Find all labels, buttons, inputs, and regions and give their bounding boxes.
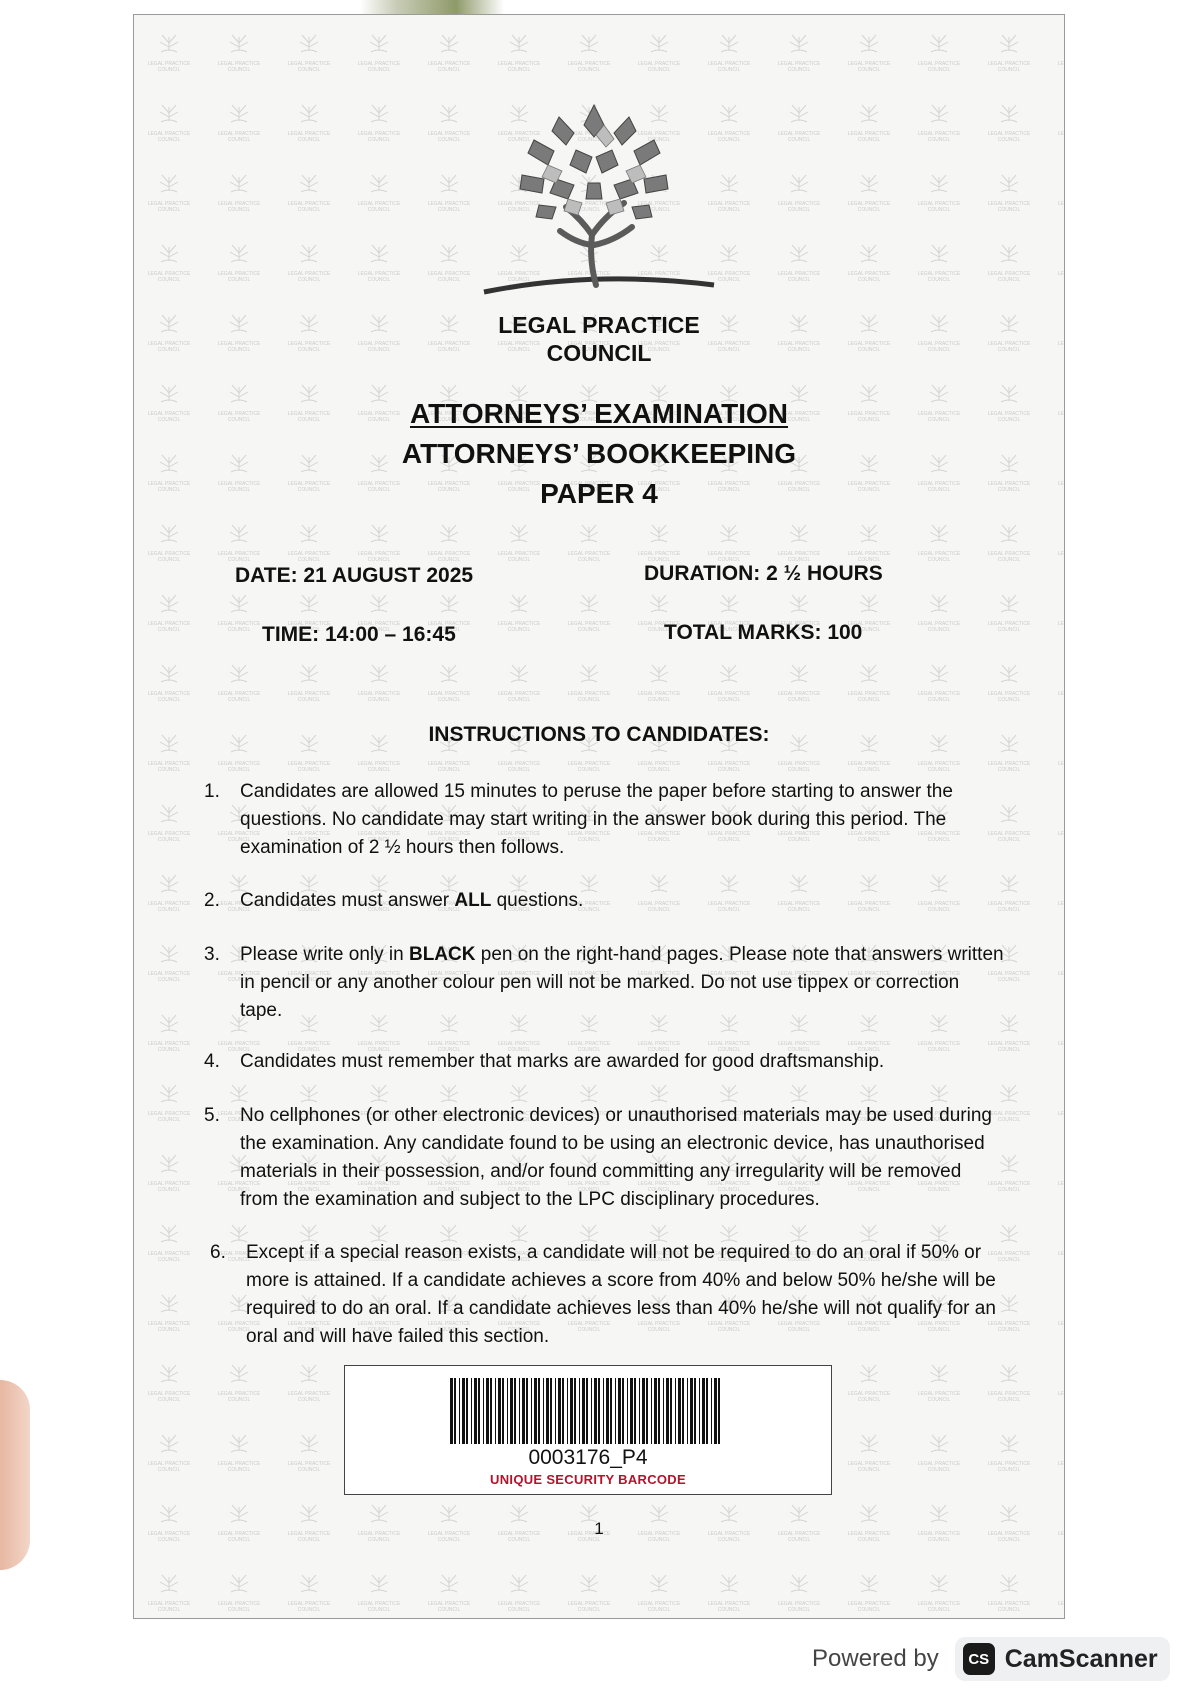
barcode-bar	[510, 1378, 513, 1444]
barcode-bar	[678, 1378, 681, 1444]
barcode-bar	[502, 1378, 504, 1444]
barcode-bar	[534, 1378, 537, 1444]
camscanner-badge	[955, 1637, 1170, 1681]
exam-total-marks: TOTAL MARKS: 100	[664, 621, 863, 644]
barcode-bar	[486, 1378, 489, 1444]
barcode-bar	[642, 1378, 645, 1444]
barcode-bar	[498, 1378, 501, 1444]
barcode-bar	[507, 1378, 508, 1444]
instruction-item	[204, 1048, 1004, 1076]
barcode-bar	[579, 1378, 580, 1444]
barcode-bar	[594, 1378, 597, 1444]
barcode-bar	[483, 1378, 484, 1444]
barcode-label: UNIQUE SECURITY BARCODE	[490, 1472, 686, 1487]
exam-title: ATTORNEYS’ EXAMINATION	[409, 398, 789, 429]
barcode-bar	[706, 1378, 708, 1444]
instruction-number: 1.	[204, 781, 220, 802]
emphasis: ALL	[454, 890, 492, 911]
security-barcode-box	[344, 1365, 832, 1495]
barcode-bar	[622, 1378, 624, 1444]
barcode-graphic	[450, 1378, 722, 1444]
barcode-bar	[462, 1378, 465, 1444]
barcode-bar	[558, 1378, 561, 1444]
exam-time: TIME: 14:00 – 16:45	[262, 623, 456, 646]
barcode-bar	[591, 1378, 592, 1444]
barcode-bar	[627, 1378, 628, 1444]
org-name-line1: LEGAL PRACTICE	[498, 312, 700, 338]
barcode-bar	[555, 1378, 556, 1444]
instruction-item	[204, 778, 1004, 862]
barcode-bar	[567, 1378, 568, 1444]
lpc-tree-logo	[464, 95, 724, 310]
barcode-bar	[654, 1378, 657, 1444]
barcode-bar	[562, 1378, 564, 1444]
instruction-number: 6.	[210, 1242, 226, 1263]
instruction-number: 4.	[204, 1051, 220, 1072]
barcode-bar	[630, 1378, 633, 1444]
instruction-text: Candidates are allowed 15 minutes to peruse the paper before starting to answer the questions. No candidate may start writing in the answer book during this period. The examination of 2 ½ hours then follows.	[240, 781, 953, 858]
scan-top-edge	[0, 0, 1200, 14]
barcode-bar	[519, 1378, 520, 1444]
emphasis: BLACK	[408, 944, 476, 965]
exam-subject: ATTORNEYS’ BOOKKEEPING	[401, 438, 797, 469]
barcode-bar	[550, 1378, 552, 1444]
barcode-bar	[658, 1378, 660, 1444]
instructions-heading: INSTRUCTIONS TO CANDIDATES:	[428, 723, 770, 746]
barcode-bar	[618, 1378, 621, 1444]
barcode-bar	[582, 1378, 585, 1444]
barcode-bar	[687, 1378, 688, 1444]
barcode-bar	[514, 1378, 516, 1444]
barcode-bar	[531, 1378, 532, 1444]
barcode-bar	[646, 1378, 648, 1444]
camscanner-watermark	[812, 1634, 1170, 1684]
instruction-number: 3.	[204, 944, 220, 965]
barcode-bar	[474, 1378, 477, 1444]
instruction-number: 5.	[204, 1105, 220, 1126]
barcode-bar	[459, 1378, 460, 1444]
barcode-bar	[699, 1378, 700, 1444]
instruction-item	[204, 1102, 1004, 1214]
barcode-bar	[522, 1378, 525, 1444]
powered-by-text: Powered by	[812, 1645, 939, 1672]
barcode-bar	[702, 1378, 705, 1444]
org-name-line2: COUNCIL	[546, 340, 652, 366]
barcode-bar	[663, 1378, 664, 1444]
barcode-bar	[450, 1378, 453, 1444]
instruction-item	[204, 941, 1004, 1025]
barcode-bar	[490, 1378, 492, 1444]
exam-duration: DURATION: 2 ½ HOURS	[644, 562, 883, 585]
instruction-text: Candidates must answer ALL questions.	[240, 890, 584, 911]
barcode-bar	[495, 1378, 496, 1444]
barcode-bar	[718, 1378, 720, 1444]
barcode-bar	[526, 1378, 528, 1444]
barcode-bar	[682, 1378, 684, 1444]
barcode-bar	[634, 1378, 636, 1444]
instruction-item	[210, 1239, 1010, 1351]
exam-paper: PAPER 4	[540, 478, 658, 509]
barcode-bar	[714, 1378, 717, 1444]
barcode-bar	[538, 1378, 540, 1444]
camscanner-name: CamScanner	[1004, 1644, 1158, 1673]
barcode-bar	[598, 1378, 600, 1444]
barcode-bar	[478, 1378, 480, 1444]
exam-cover-page	[133, 14, 1065, 1619]
instruction-number: 2.	[204, 890, 220, 911]
barcode-bar	[639, 1378, 640, 1444]
barcode-bar	[651, 1378, 652, 1444]
barcode-bar	[666, 1378, 669, 1444]
barcode-bar	[711, 1378, 712, 1444]
instruction-text: No cellphones (or other electronic devices) or unauthorised materials may be used during the examination. Any candidate found to be using an electronic device, has unauthorised materials in their possession, and/or found committing any irregularity will be removed from the examination and subject to the LPC disciplinary procedures.	[240, 1105, 992, 1210]
barcode-bar	[610, 1378, 612, 1444]
barcode-bar	[690, 1378, 693, 1444]
barcode-bar	[570, 1378, 573, 1444]
barcode-bar	[603, 1378, 604, 1444]
barcode-bar	[606, 1378, 609, 1444]
barcode-bar	[586, 1378, 588, 1444]
instruction-text: Except if a special reason exists, a candidate will not be required to do an oral if 50% or more is attained. If a candidate achieves a score from 40% and below 50% he/she will be required to do an oral. If a candidate achieves less than 40% he/she will not qualify for an oral and will have failed this section.	[246, 1242, 996, 1347]
page-number: 1	[594, 1519, 604, 1538]
scan-finger-edge	[0, 1380, 30, 1570]
barcode-bar	[454, 1378, 456, 1444]
instruction-text: Please write only in BLACK pen on the right-hand pages. Please note that answers written in pencil or any another colour pen will not be marked. Do not use tippex or correction tape.	[240, 944, 1004, 1021]
barcode-bar	[471, 1378, 472, 1444]
barcode-bar	[694, 1378, 696, 1444]
barcode-bar	[615, 1378, 616, 1444]
barcode-bar	[574, 1378, 576, 1444]
instruction-text: Candidates must remember that marks are awarded for good draftsmanship.	[240, 1051, 885, 1072]
barcode-number: 0003176_P4	[528, 1446, 648, 1469]
barcode-bar	[546, 1378, 549, 1444]
barcode-bar	[675, 1378, 676, 1444]
barcode-bar	[466, 1378, 468, 1444]
camscanner-logo-icon: CS	[963, 1643, 995, 1675]
exam-date: DATE: 21 AUGUST 2025	[235, 564, 474, 587]
instruction-item	[204, 887, 1004, 915]
barcode-bar	[543, 1378, 544, 1444]
barcode-bar	[670, 1378, 672, 1444]
